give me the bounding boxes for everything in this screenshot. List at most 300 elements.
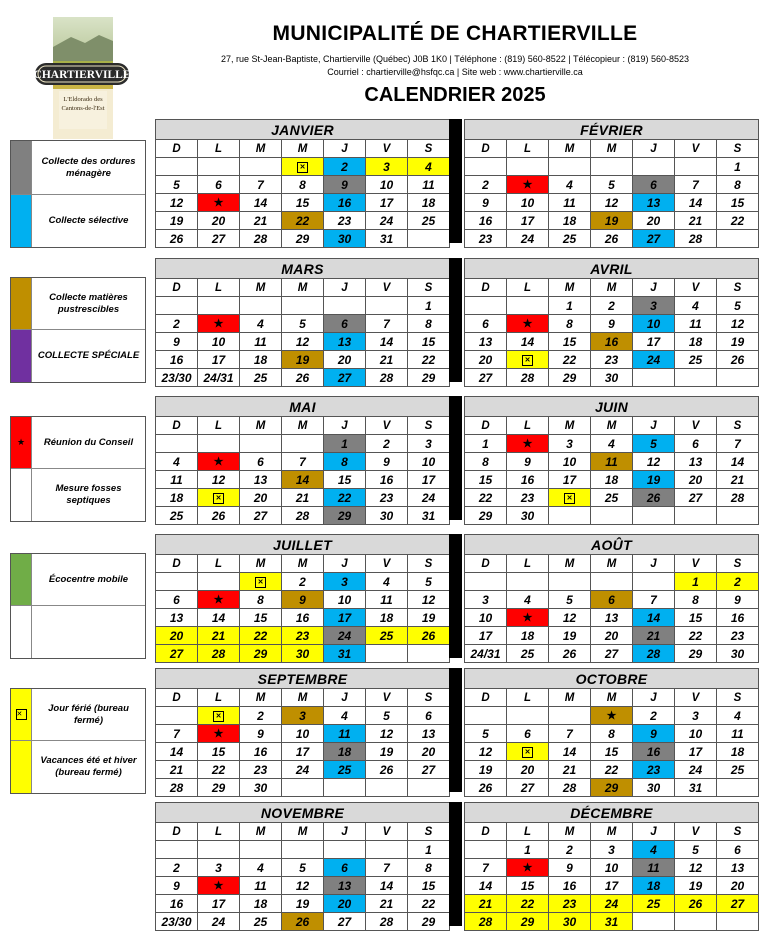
day-cell: 11 bbox=[240, 333, 282, 351]
day-cell: 16 bbox=[324, 194, 366, 212]
day-cell: 5 bbox=[156, 176, 198, 194]
week-row bbox=[156, 471, 450, 489]
legend-swatch bbox=[11, 689, 32, 740]
day-cell: 29 bbox=[198, 779, 240, 797]
day-cell: 17 bbox=[408, 471, 450, 489]
day-cell: 17 bbox=[198, 351, 240, 369]
day-cell: 24 bbox=[198, 913, 240, 931]
month-header-row bbox=[156, 535, 450, 555]
day-cell bbox=[717, 913, 759, 931]
day-cell: 6 bbox=[591, 591, 633, 609]
day-cell: 23 bbox=[549, 895, 591, 913]
day-cell: 9 bbox=[633, 725, 675, 743]
weekday-row bbox=[156, 140, 450, 158]
day-cell: 21 bbox=[465, 895, 507, 913]
day-cell: 16 bbox=[240, 743, 282, 761]
day-cell bbox=[465, 841, 507, 859]
weekday-label: L bbox=[198, 823, 240, 841]
day-cell: 29 bbox=[282, 230, 324, 248]
week-row bbox=[465, 859, 759, 877]
day-cell: 17 bbox=[198, 895, 240, 913]
legend-swatch bbox=[11, 330, 32, 382]
weekday-label: V bbox=[366, 417, 408, 435]
day-cell: 17 bbox=[549, 471, 591, 489]
day-cell: 12 bbox=[633, 453, 675, 471]
municipality-logo bbox=[33, 17, 131, 139]
day-cell: 8 bbox=[675, 591, 717, 609]
day-cell: 27 bbox=[507, 779, 549, 797]
weekday-label: M bbox=[591, 140, 633, 158]
day-cell: 3 bbox=[465, 591, 507, 609]
day-cell: 24 bbox=[282, 761, 324, 779]
weekday-label: J bbox=[324, 279, 366, 297]
week-row bbox=[156, 333, 450, 351]
day-cell bbox=[507, 707, 549, 725]
legend-swatch bbox=[11, 278, 32, 329]
day-cell: 18 bbox=[717, 743, 759, 761]
day-cell: 13 bbox=[240, 471, 282, 489]
weekday-label: S bbox=[408, 279, 450, 297]
day-cell: 12 bbox=[465, 743, 507, 761]
day-cell: 17 bbox=[633, 333, 675, 351]
day-cell bbox=[366, 779, 408, 797]
day-cell: 28 bbox=[675, 230, 717, 248]
week-row bbox=[465, 725, 759, 743]
day-cell: 9 bbox=[465, 194, 507, 212]
day-cell: 21 bbox=[366, 351, 408, 369]
day-cell: 16 bbox=[156, 895, 198, 913]
week-row bbox=[465, 507, 759, 525]
day-cell: 9 bbox=[324, 176, 366, 194]
day-cell: 27 bbox=[591, 645, 633, 663]
day-cell: 20 bbox=[198, 212, 240, 230]
day-cell bbox=[675, 369, 717, 387]
weekday-label: L bbox=[507, 279, 549, 297]
day-cell bbox=[156, 841, 198, 859]
day-cell bbox=[156, 707, 198, 725]
svg-text:L'Eldorado des: L'Eldorado des bbox=[63, 96, 103, 103]
month-name: DÉCEMBRE bbox=[465, 803, 759, 823]
day-cell bbox=[465, 707, 507, 725]
legend-swatch bbox=[11, 741, 32, 793]
legend-label: Collecte des ordures ménagère bbox=[41, 155, 136, 179]
day-cell bbox=[282, 435, 324, 453]
day-cell: 15 bbox=[324, 471, 366, 489]
day-cell bbox=[507, 573, 549, 591]
month-calendar bbox=[464, 119, 759, 248]
week-row bbox=[156, 230, 450, 248]
day-cell: 9 bbox=[156, 877, 198, 895]
day-cell: 21 bbox=[366, 895, 408, 913]
week-row bbox=[156, 315, 450, 333]
day-cell: 30 bbox=[717, 645, 759, 663]
day-cell: 21 bbox=[198, 627, 240, 645]
legend-item bbox=[11, 469, 145, 521]
weekday-label: L bbox=[507, 823, 549, 841]
day-cell: 4 bbox=[366, 573, 408, 591]
day-cell: 19 bbox=[465, 761, 507, 779]
day-cell: 27 bbox=[408, 761, 450, 779]
day-cell bbox=[156, 573, 198, 591]
day-cell: 4 bbox=[717, 707, 759, 725]
day-cell bbox=[198, 841, 240, 859]
legend-item bbox=[11, 689, 145, 741]
day-cell bbox=[282, 779, 324, 797]
council-meeting-icon: ★ bbox=[213, 594, 224, 606]
day-cell bbox=[507, 297, 549, 315]
day-cell: 16 bbox=[549, 877, 591, 895]
weekday-label: L bbox=[198, 140, 240, 158]
day-cell: 27 bbox=[240, 507, 282, 525]
day-cell bbox=[198, 435, 240, 453]
day-cell: 6 bbox=[408, 707, 450, 725]
day-cell: 12 bbox=[282, 877, 324, 895]
day-cell: 4 bbox=[675, 297, 717, 315]
day-cell: 1 bbox=[465, 435, 507, 453]
weekday-label: M bbox=[240, 417, 282, 435]
day-cell: 17 bbox=[324, 609, 366, 627]
day-cell: 14 bbox=[717, 453, 759, 471]
day-cell: 11 bbox=[717, 725, 759, 743]
column-separator bbox=[449, 119, 462, 243]
day-cell: 17 bbox=[591, 877, 633, 895]
weekday-label: D bbox=[156, 555, 198, 573]
weekday-label: V bbox=[366, 823, 408, 841]
day-cell: 12 bbox=[591, 194, 633, 212]
legend-label: Réunion du Conseil bbox=[43, 436, 134, 448]
day-cell: 26 bbox=[282, 369, 324, 387]
day-cell: 4 bbox=[240, 859, 282, 877]
week-row bbox=[156, 453, 450, 471]
day-cell: 27 bbox=[324, 913, 366, 931]
day-cell: 19 bbox=[408, 609, 450, 627]
council-meeting-icon: ★ bbox=[522, 179, 533, 191]
day-cell: 2 bbox=[633, 707, 675, 725]
week-row bbox=[156, 707, 450, 725]
week-row bbox=[465, 212, 759, 230]
day-cell: 19 bbox=[717, 333, 759, 351]
day-cell: 19 bbox=[675, 877, 717, 895]
day-cell: 28 bbox=[465, 913, 507, 931]
weekday-label: L bbox=[198, 689, 240, 707]
day-cell: 2 bbox=[717, 573, 759, 591]
day-cell bbox=[282, 841, 324, 859]
weekday-label: J bbox=[324, 140, 366, 158]
day-cell: 10 bbox=[675, 725, 717, 743]
council-meeting-icon: ★ bbox=[213, 456, 224, 468]
day-cell: 24 bbox=[675, 761, 717, 779]
day-cell: 25 bbox=[324, 761, 366, 779]
day-cell: 19 bbox=[591, 212, 633, 230]
day-cell: 1 bbox=[408, 841, 450, 859]
day-cell: 15 bbox=[408, 333, 450, 351]
day-cell: 22 bbox=[717, 212, 759, 230]
month-calendar bbox=[464, 668, 759, 797]
legend-swatch bbox=[11, 606, 32, 658]
weekday-label: M bbox=[282, 279, 324, 297]
day-cell bbox=[591, 158, 633, 176]
day-cell: 7 bbox=[549, 725, 591, 743]
weekday-label: M bbox=[282, 823, 324, 841]
day-cell: 26 bbox=[408, 627, 450, 645]
weekday-label: D bbox=[465, 140, 507, 158]
day-cell bbox=[591, 573, 633, 591]
day-cell: 18 bbox=[324, 743, 366, 761]
day-cell bbox=[507, 859, 549, 877]
day-cell: 28 bbox=[240, 230, 282, 248]
month-name: SEPTEMBRE bbox=[156, 669, 450, 689]
day-cell: 26 bbox=[156, 230, 198, 248]
day-cell: 20 bbox=[240, 489, 282, 507]
weekday-label: V bbox=[675, 279, 717, 297]
day-cell: 25 bbox=[408, 212, 450, 230]
day-cell: 26 bbox=[591, 230, 633, 248]
month-calendar bbox=[464, 802, 759, 931]
weekday-label: M bbox=[240, 279, 282, 297]
legend-label: COLLECTE SPÉCIALE bbox=[37, 350, 140, 361]
weekday-label: V bbox=[675, 417, 717, 435]
day-cell bbox=[717, 369, 759, 387]
day-cell: 26 bbox=[282, 913, 324, 931]
weekday-label: S bbox=[717, 417, 759, 435]
week-row bbox=[156, 725, 450, 743]
day-cell: 1 bbox=[507, 841, 549, 859]
legend-label bbox=[32, 606, 145, 658]
day-cell: 29 bbox=[507, 913, 549, 931]
day-cell bbox=[549, 507, 591, 525]
day-cell bbox=[198, 158, 240, 176]
day-cell: 21 bbox=[675, 212, 717, 230]
day-cell: 14 bbox=[198, 609, 240, 627]
day-cell: 3 bbox=[633, 297, 675, 315]
week-row bbox=[156, 507, 450, 525]
day-cell bbox=[198, 453, 240, 471]
weekday-label: L bbox=[198, 417, 240, 435]
day-cell: 23 bbox=[282, 627, 324, 645]
day-cell: 7 bbox=[366, 859, 408, 877]
month-name: JANVIER bbox=[156, 120, 450, 140]
day-cell bbox=[366, 297, 408, 315]
day-cell: 11 bbox=[591, 453, 633, 471]
council-meeting-icon: ★ bbox=[522, 438, 533, 450]
month-name: MAI bbox=[156, 397, 450, 417]
week-row bbox=[156, 435, 450, 453]
legend-item bbox=[11, 330, 145, 382]
day-cell: 29 bbox=[591, 779, 633, 797]
week-row bbox=[465, 573, 759, 591]
month-calendar bbox=[464, 396, 759, 525]
weekday-label: S bbox=[717, 555, 759, 573]
week-row bbox=[156, 761, 450, 779]
day-cell: 5 bbox=[465, 725, 507, 743]
column-separator bbox=[449, 668, 462, 792]
legend-item bbox=[11, 278, 145, 330]
day-cell bbox=[507, 743, 549, 761]
day-cell: 3 bbox=[324, 573, 366, 591]
month-calendar bbox=[155, 258, 450, 387]
day-cell: 15 bbox=[717, 194, 759, 212]
weekday-label: D bbox=[156, 140, 198, 158]
month-name: AOÛT bbox=[465, 535, 759, 555]
week-row bbox=[156, 841, 450, 859]
council-meeting-icon: ★ bbox=[16, 437, 26, 447]
day-cell bbox=[591, 507, 633, 525]
day-cell: 4 bbox=[408, 158, 450, 176]
week-row bbox=[465, 609, 759, 627]
day-cell: 14 bbox=[633, 609, 675, 627]
day-cell: 6 bbox=[198, 176, 240, 194]
week-row bbox=[465, 645, 759, 663]
day-cell: 4 bbox=[324, 707, 366, 725]
day-cell bbox=[465, 158, 507, 176]
day-cell: 22 bbox=[591, 761, 633, 779]
council-meeting-icon: ★ bbox=[213, 318, 224, 330]
week-row bbox=[465, 369, 759, 387]
day-cell: 20 bbox=[675, 471, 717, 489]
day-cell bbox=[324, 779, 366, 797]
day-cell bbox=[240, 841, 282, 859]
week-row bbox=[156, 859, 450, 877]
legend-label: Collecte matières pustrescibles bbox=[49, 291, 128, 315]
contact-info bbox=[155, 53, 755, 79]
weekday-label: D bbox=[156, 689, 198, 707]
day-cell: 24 bbox=[507, 230, 549, 248]
day-cell: 27 bbox=[156, 645, 198, 663]
day-cell: 9 bbox=[591, 315, 633, 333]
day-cell: 12 bbox=[282, 333, 324, 351]
day-cell: 13 bbox=[408, 725, 450, 743]
day-cell: 10 bbox=[549, 453, 591, 471]
day-cell: 5 bbox=[408, 573, 450, 591]
day-cell: 14 bbox=[240, 194, 282, 212]
day-cell: 28 bbox=[366, 369, 408, 387]
day-cell: 11 bbox=[324, 725, 366, 743]
day-cell: 13 bbox=[465, 333, 507, 351]
calendar-title: CALENDRIER 2025 bbox=[364, 84, 546, 106]
day-cell: 11 bbox=[675, 315, 717, 333]
legend-swatch bbox=[11, 554, 32, 605]
day-cell: 28 bbox=[156, 779, 198, 797]
day-cell: 15 bbox=[591, 743, 633, 761]
day-cell: 30 bbox=[507, 507, 549, 525]
weekday-label: M bbox=[549, 555, 591, 573]
day-cell: 23/30 bbox=[156, 369, 198, 387]
legend-label: Écocentre mobile bbox=[48, 573, 129, 585]
day-cell: 5 bbox=[282, 315, 324, 333]
svg-text:Cantons-de-l'Est: Cantons-de-l'Est bbox=[61, 105, 105, 112]
day-cell: 11 bbox=[240, 877, 282, 895]
month-name: MARS bbox=[156, 259, 450, 279]
day-cell: 28 bbox=[507, 369, 549, 387]
weekday-label: L bbox=[507, 555, 549, 573]
week-row bbox=[465, 471, 759, 489]
day-cell: 17 bbox=[282, 743, 324, 761]
day-cell: 25 bbox=[240, 369, 282, 387]
week-row bbox=[156, 877, 450, 895]
day-cell bbox=[465, 573, 507, 591]
month-calendar bbox=[464, 534, 759, 663]
day-cell: 6 bbox=[324, 859, 366, 877]
week-row bbox=[465, 779, 759, 797]
address-line: 27, rue St-Jean-Baptiste, Chartierville (Québec) J0B 1K0 | Téléphone : (819) 560-8522 | Télécopieur : (819) 560-8523 bbox=[220, 54, 690, 64]
day-cell: 15 bbox=[549, 333, 591, 351]
day-cell: 29 bbox=[324, 507, 366, 525]
week-row bbox=[465, 435, 759, 453]
weekday-label: D bbox=[156, 823, 198, 841]
day-cell: 18 bbox=[549, 212, 591, 230]
day-cell bbox=[675, 507, 717, 525]
weekday-row bbox=[465, 417, 759, 435]
day-cell: 25 bbox=[549, 230, 591, 248]
day-cell: 23 bbox=[591, 351, 633, 369]
weekday-label: J bbox=[633, 823, 675, 841]
weekday-label: L bbox=[507, 689, 549, 707]
day-cell bbox=[507, 315, 549, 333]
day-cell: 5 bbox=[717, 297, 759, 315]
week-row bbox=[156, 895, 450, 913]
day-cell: 8 bbox=[408, 315, 450, 333]
week-row bbox=[465, 895, 759, 913]
day-cell: 20 bbox=[324, 895, 366, 913]
weekday-label: J bbox=[633, 279, 675, 297]
week-row bbox=[465, 489, 759, 507]
day-cell: 2 bbox=[465, 176, 507, 194]
day-cell: 16 bbox=[366, 471, 408, 489]
weekday-label: M bbox=[591, 823, 633, 841]
day-cell: 6 bbox=[507, 725, 549, 743]
day-cell: 2 bbox=[591, 297, 633, 315]
day-cell: 8 bbox=[282, 176, 324, 194]
weekday-label: V bbox=[366, 140, 408, 158]
day-cell: 22 bbox=[282, 212, 324, 230]
weekday-label: M bbox=[282, 689, 324, 707]
legend-item bbox=[11, 554, 145, 606]
week-row bbox=[156, 779, 450, 797]
month-calendar bbox=[155, 668, 450, 797]
day-cell: 31 bbox=[591, 913, 633, 931]
day-cell: 7 bbox=[465, 859, 507, 877]
day-cell bbox=[198, 573, 240, 591]
day-cell bbox=[717, 779, 759, 797]
weekday-label: S bbox=[408, 689, 450, 707]
day-cell: 6 bbox=[633, 176, 675, 194]
month-header-row bbox=[156, 669, 450, 689]
weekday-label: D bbox=[465, 823, 507, 841]
legend-swatch bbox=[11, 141, 32, 194]
day-cell bbox=[198, 297, 240, 315]
day-cell: 18 bbox=[408, 194, 450, 212]
day-cell: 19 bbox=[156, 212, 198, 230]
month-calendar bbox=[155, 802, 450, 931]
weekday-label: M bbox=[549, 140, 591, 158]
day-cell: 13 bbox=[591, 609, 633, 627]
legend-item bbox=[11, 741, 145, 793]
holiday-icon: ✕ bbox=[16, 709, 27, 720]
day-cell: 25 bbox=[240, 913, 282, 931]
weekday-label: J bbox=[324, 823, 366, 841]
day-cell: 14 bbox=[156, 743, 198, 761]
day-cell: 9 bbox=[549, 859, 591, 877]
week-row bbox=[156, 489, 450, 507]
weekday-label: D bbox=[156, 417, 198, 435]
day-cell: 15 bbox=[465, 471, 507, 489]
day-cell: 7 bbox=[366, 315, 408, 333]
legend-swatch bbox=[11, 417, 32, 468]
day-cell bbox=[633, 913, 675, 931]
day-cell bbox=[240, 435, 282, 453]
council-meeting-icon: ★ bbox=[213, 728, 224, 740]
day-cell: 31 bbox=[675, 779, 717, 797]
